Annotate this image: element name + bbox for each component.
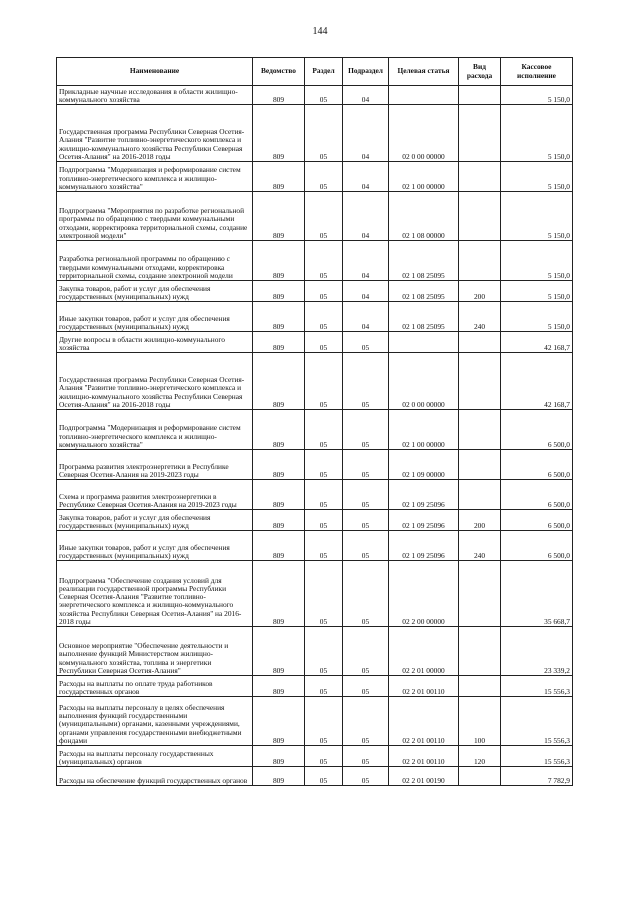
cell-name: Расходы на выплаты по оплате труда работников государственных органов — [57, 676, 253, 697]
cell-summa: 15 556,3 — [501, 697, 573, 746]
cell-vedomstvo: 809 — [253, 767, 305, 786]
table-row — [57, 676, 573, 697]
cell-name: Подпрограмма "Обеспечение создания условий для реализации государственной программы Республики Северная Осетия-Алания "Развитие топливно-энергетического комплекса и жилищно-коммунального хозяйства Республики Северная Осетия-Алания" на 2016-2018 годы — [57, 561, 253, 627]
cell-vid — [459, 676, 501, 697]
cell-vid: 120 — [459, 746, 501, 767]
cell-summa: 5 150,0 — [501, 162, 573, 192]
cell-podrazdel: 05 — [343, 332, 389, 353]
col-header-podrazdel: Подраздел — [343, 58, 389, 86]
cell-podrazdel: 04 — [343, 281, 389, 302]
cell-name: Иные закупки товаров, работ и услуг для обеспечения государственных (муниципальных) нужд — [57, 302, 253, 332]
cell-vedomstvo: 809 — [253, 302, 305, 332]
cell-vedomstvo: 809 — [253, 746, 305, 767]
cell-celevaya: 02 1 09 25096 — [389, 531, 459, 561]
cell-vedomstvo: 809 — [253, 353, 305, 410]
cell-celevaya: 02 1 09 00000 — [389, 450, 459, 480]
col-header-celevaya: Целевая статья — [389, 58, 459, 86]
cell-razdel: 05 — [305, 105, 343, 162]
cell-summa: 15 556,3 — [501, 676, 573, 697]
cell-podrazdel: 05 — [343, 746, 389, 767]
cell-podrazdel: 04 — [343, 162, 389, 192]
table-row — [57, 510, 573, 531]
cell-razdel: 05 — [305, 332, 343, 353]
cell-razdel: 05 — [305, 510, 343, 531]
cell-summa: 5 150,0 — [501, 302, 573, 332]
table-row — [57, 162, 573, 192]
cell-vedomstvo: 809 — [253, 697, 305, 746]
budget-table — [56, 57, 573, 786]
cell-vid — [459, 162, 501, 192]
cell-podrazdel: 05 — [343, 627, 389, 676]
table-row — [57, 697, 573, 746]
cell-name: Разработка региональной программы по обращению с твердыми коммунальными отходами, корректировка территориальной схемы, создание электронной модели — [57, 241, 253, 281]
cell-name: Закупка товаров, работ и услуг для обеспечения государственных (муниципальных) нужд — [57, 281, 253, 302]
cell-vedomstvo: 809 — [253, 531, 305, 561]
cell-name: Схема и программа развития электроэнергетики в Республике Северная Осетия-Алания на 2019-2023 годы — [57, 480, 253, 510]
cell-summa: 42 168,7 — [501, 353, 573, 410]
table-body — [57, 86, 573, 786]
cell-celevaya: 02 2 01 00110 — [389, 676, 459, 697]
cell-vid: 200 — [459, 281, 501, 302]
col-header-razdel: Раздел — [305, 58, 343, 86]
cell-celevaya: 02 1 00 00000 — [389, 410, 459, 450]
cell-podrazdel: 05 — [343, 676, 389, 697]
cell-name: Прикладные научные исследования в области жилищно-коммунального хозяйства — [57, 86, 253, 105]
cell-podrazdel: 05 — [343, 697, 389, 746]
cell-vedomstvo: 809 — [253, 332, 305, 353]
cell-vid — [459, 480, 501, 510]
table-row — [57, 480, 573, 510]
cell-vid — [459, 410, 501, 450]
cell-celevaya: 02 1 08 25095 — [389, 302, 459, 332]
cell-summa: 6 500,0 — [501, 410, 573, 450]
table-row — [57, 767, 573, 786]
cell-summa: 5 150,0 — [501, 281, 573, 302]
cell-summa: 35 668,7 — [501, 561, 573, 627]
table-row — [57, 561, 573, 627]
cell-summa: 5 150,0 — [501, 241, 573, 281]
cell-celevaya: 02 1 08 00000 — [389, 192, 459, 241]
table-row — [57, 192, 573, 241]
cell-razdel: 05 — [305, 627, 343, 676]
cell-razdel: 05 — [305, 192, 343, 241]
cell-summa: 6 500,0 — [501, 450, 573, 480]
cell-podrazdel: 05 — [343, 480, 389, 510]
cell-vedomstvo: 809 — [253, 510, 305, 531]
table-header-row — [57, 58, 573, 86]
cell-vedomstvo: 809 — [253, 450, 305, 480]
cell-celevaya — [389, 332, 459, 353]
table-row — [57, 332, 573, 353]
cell-vid — [459, 105, 501, 162]
cell-vid — [459, 561, 501, 627]
cell-vid: 240 — [459, 302, 501, 332]
cell-podrazdel: 04 — [343, 192, 389, 241]
cell-name: Подпрограмма "Мероприятия по разработке региональной программы по обращению с твердыми коммунальными отходами, корректировка территориальной схемы, создание электронной модели" — [57, 192, 253, 241]
cell-vid — [459, 353, 501, 410]
cell-vid: 100 — [459, 697, 501, 746]
cell-name: Программа развития электроэнергетики в Республике Северная Осетия-Алания на 2019-2023 годы — [57, 450, 253, 480]
cell-podrazdel: 04 — [343, 86, 389, 105]
cell-razdel: 05 — [305, 561, 343, 627]
cell-razdel: 05 — [305, 450, 343, 480]
cell-razdel: 05 — [305, 410, 343, 450]
page-number: 144 — [312, 26, 328, 37]
cell-vedomstvo: 809 — [253, 192, 305, 241]
cell-podrazdel: 04 — [343, 241, 389, 281]
cell-name: Государственная программа Республики Северная Осетия-Алания "Развитие топливно-энергетического комплекса и жилищно-коммунального хозяйства Республики Северная Осетия-Алания" на 2016-2018 годы — [57, 105, 253, 162]
col-header-kassa: Кассовое исполнение — [501, 58, 573, 86]
table-row — [57, 281, 573, 302]
cell-summa: 15 556,3 — [501, 746, 573, 767]
cell-razdel: 05 — [305, 162, 343, 192]
cell-podrazdel: 05 — [343, 510, 389, 531]
cell-name: Подпрограмма "Модернизация и реформирование систем топливно-энергетического комплекса и жилищно-коммунального хозяйства" — [57, 162, 253, 192]
cell-vid — [459, 627, 501, 676]
cell-celevaya: 02 1 08 25095 — [389, 241, 459, 281]
cell-vedomstvo: 809 — [253, 480, 305, 510]
cell-razdel: 05 — [305, 767, 343, 786]
cell-name: Основное мероприятие "Обеспечение деятельности и выполнение функций Министерством жилищно-коммунального хозяйства, топлива и энергетики Республики Северная Осетия-Алания" — [57, 627, 253, 676]
cell-vid — [459, 767, 501, 786]
cell-summa: 5 150,0 — [501, 105, 573, 162]
cell-summa: 5 150,0 — [501, 192, 573, 241]
table-row — [57, 746, 573, 767]
cell-podrazdel: 04 — [343, 105, 389, 162]
cell-vedomstvo: 809 — [253, 627, 305, 676]
cell-vid — [459, 241, 501, 281]
cell-celevaya: 02 2 01 00190 — [389, 767, 459, 786]
cell-vid — [459, 192, 501, 241]
cell-razdel: 05 — [305, 531, 343, 561]
col-header-name: Наименование — [57, 58, 253, 86]
cell-summa: 23 339,2 — [501, 627, 573, 676]
cell-celevaya: 02 0 00 00000 — [389, 353, 459, 410]
cell-celevaya: 02 2 01 00110 — [389, 697, 459, 746]
cell-vedomstvo: 809 — [253, 410, 305, 450]
cell-podrazdel: 05 — [343, 767, 389, 786]
cell-celevaya: 02 1 09 25096 — [389, 510, 459, 531]
cell-podrazdel: 05 — [343, 353, 389, 410]
cell-podrazdel: 05 — [343, 531, 389, 561]
cell-celevaya — [389, 86, 459, 105]
cell-celevaya: 02 2 00 00000 — [389, 561, 459, 627]
col-header-vedomstvo: Ведомство — [253, 58, 305, 86]
cell-vedomstvo: 809 — [253, 241, 305, 281]
cell-celevaya: 02 2 01 00110 — [389, 746, 459, 767]
cell-name: Расходы на выплаты персоналу государственных (муниципальных) органов — [57, 746, 253, 767]
cell-vid — [459, 450, 501, 480]
cell-name: Государственная программа Республики Северная Осетия-Алания "Развитие топливно-энергетического комплекса и жилищно-коммунального хозяйства Республики Северная Осетия-Алания" на 2016-2018 годы — [57, 353, 253, 410]
table-row — [57, 105, 573, 162]
cell-celevaya: 02 1 09 25096 — [389, 480, 459, 510]
cell-name: Другие вопросы в области жилищно-коммунального хозяйства — [57, 332, 253, 353]
cell-summa: 6 500,0 — [501, 480, 573, 510]
cell-vid — [459, 332, 501, 353]
cell-vid — [459, 86, 501, 105]
cell-celevaya: 02 0 00 00000 — [389, 105, 459, 162]
cell-razdel: 05 — [305, 241, 343, 281]
cell-vedomstvo: 809 — [253, 105, 305, 162]
cell-razdel: 05 — [305, 746, 343, 767]
table-row — [57, 410, 573, 450]
cell-vid: 200 — [459, 510, 501, 531]
cell-celevaya: 02 1 00 00000 — [389, 162, 459, 192]
cell-podrazdel: 05 — [343, 450, 389, 480]
cell-name: Подпрограмма "Модернизация и реформирование систем топливно-энергетического комплекса и жилищно-коммунального хозяйства" — [57, 410, 253, 450]
col-header-vid: Вид расхода — [459, 58, 501, 86]
cell-summa: 6 500,0 — [501, 510, 573, 531]
table-row — [57, 531, 573, 561]
table-row — [57, 353, 573, 410]
cell-summa: 6 500,0 — [501, 531, 573, 561]
cell-podrazdel: 05 — [343, 561, 389, 627]
cell-name: Расходы на обеспечение функций государственных органов — [57, 767, 253, 786]
table-row — [57, 241, 573, 281]
cell-summa: 7 782,9 — [501, 767, 573, 786]
cell-name: Расходы на выплаты персоналу в целях обеспечения выполнения функций государственными (муниципальными) органами, казенными учреждениями, органами управления государственными внебюджетными фондами — [57, 697, 253, 746]
cell-razdel: 05 — [305, 480, 343, 510]
cell-celevaya: 02 1 08 25095 — [389, 281, 459, 302]
cell-podrazdel: 04 — [343, 302, 389, 332]
cell-summa: 42 168,7 — [501, 332, 573, 353]
cell-vedomstvo: 809 — [253, 86, 305, 105]
table-row — [57, 627, 573, 676]
cell-vid: 240 — [459, 531, 501, 561]
cell-name: Закупка товаров, работ и услуг для обеспечения государственных (муниципальных) нужд — [57, 510, 253, 531]
table-row — [57, 450, 573, 480]
table-row — [57, 302, 573, 332]
cell-razdel: 05 — [305, 86, 343, 105]
cell-razdel: 05 — [305, 676, 343, 697]
cell-summa: 5 150,0 — [501, 86, 573, 105]
cell-vedomstvo: 809 — [253, 561, 305, 627]
cell-razdel: 05 — [305, 302, 343, 332]
cell-name: Иные закупки товаров, работ и услуг для обеспечения государственных (муниципальных) нужд — [57, 531, 253, 561]
cell-celevaya: 02 2 01 00000 — [389, 627, 459, 676]
table-row — [57, 86, 573, 105]
cell-podrazdel: 05 — [343, 410, 389, 450]
cell-vedomstvo: 809 — [253, 162, 305, 192]
cell-vedomstvo: 809 — [253, 281, 305, 302]
cell-razdel: 05 — [305, 353, 343, 410]
cell-razdel: 05 — [305, 281, 343, 302]
cell-razdel: 05 — [305, 697, 343, 746]
cell-vedomstvo: 809 — [253, 676, 305, 697]
